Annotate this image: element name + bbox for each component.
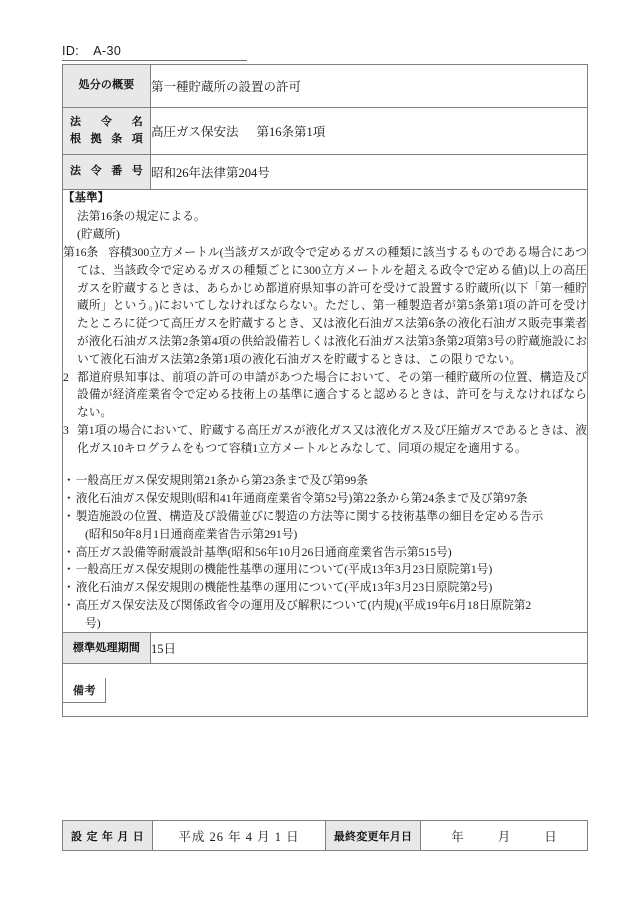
value-law-article: 第16条第1項 [256,125,326,139]
paragraph-3-number: 3 [63,423,69,437]
reference-text-continued: (昭和50年8月1日通商産業省告示第291号) [85,527,298,541]
document-id-value: A-30 [93,44,122,58]
list-item [63,508,587,544]
reference-text: 液化石油ガス保安規則(昭和41年通商産業省令第52号)第22条から第24条まで及び第97条 [75,492,528,506]
table-row-remarks [63,664,588,717]
paragraph-2-text: 都道府県知事は、前項の許可の申請があつた場合において、その第一種貯蔵所の位置、構造及び設備が経済産業省令で定める技術上の基準に適合すると認めるときは、許可を与えなければならない。 [77,370,587,420]
reference-text: 高圧ガス設備等耐震設計基準(昭和56年10月26日通商産業省告示第515号) [75,545,452,559]
value-summary: 第一種貯蔵所の設置の許可 [151,65,588,108]
value-law-number: 昭和26年法律第204号 [151,155,588,190]
table-row-summary [63,65,588,108]
document-id-label: ID: [62,44,80,58]
criteria-paragraph-3 [63,422,587,458]
list-item [63,579,587,597]
reference-text: 一般高圧ガス保安規則第21条から第23条まで及び第99条 [75,474,368,488]
table-row-dates [63,821,588,851]
remarks-cell [63,664,588,717]
established-date-text: 平成 26 年 4 月 1 日 [178,829,300,844]
label-law-name-line: 法令名 [70,115,143,128]
reference-list [63,472,587,632]
article-16-number: 第16条 [63,246,99,260]
article-16-body: 容積300立方メートル(当該ガスが政令で定めるガスの種類に該当するものである場合にあつては、当該政令で定めるガスの種類ごとに300立方メートルを超える政令で定める値)以上の高圧ガスを貯蔵するときは、あらかじめ都道府県知事の許可を受けて設置する貯蔵所(以下「第一種貯蔵所」という。)においてしなければならない。ただし、第一種製造者が第5条第1項の許可を受けたところに従つて高圧ガスを貯蔵するとき、又は液化石油ガス法第6条の液化石油ガス販売事業者が液化石油ガス法第2条第4項の供給設備若しくは液化石油ガス法第3条第2項第3号の貯蔵施設において液化石油ガス法第2条第1項の液化石油ガスを貯蔵するときは、この限りでない。 [77,246,587,366]
criteria-title: 【基準】 [63,192,109,204]
label-established-date-text: 設定年月日 [71,830,144,843]
list-item [63,472,587,490]
list-item [63,561,587,579]
label-last-modified-date: 最終変更年月日 [326,821,421,851]
value-law-basis [151,108,588,155]
last-modified-month-unit: 月 [497,829,511,844]
value-established-date [153,821,326,851]
document-id-header [62,44,247,61]
label-remarks: 備考 [63,678,106,703]
last-modified-day-unit: 日 [544,829,557,844]
last-modified-year-unit: 年 [451,829,464,844]
footer-date-table [62,820,588,851]
bullet-marker-icon: ・ [63,545,75,559]
criteria-spacer [63,457,587,472]
criteria-paragraph-2 [63,369,587,422]
label-law-number [63,155,151,190]
list-item [63,544,587,562]
bullet-marker-icon: ・ [63,509,75,523]
bullet-marker-icon: ・ [63,581,75,595]
paragraph-3-text: 第1項の場合において、貯蔵する高圧ガスが液化ガス又は液化ガス及び圧縮ガスであるときは、液化ガス10キログラムをもつて容積1立方メートルとみなして、同項の規定を適用する。 [77,423,587,455]
value-processing-period: 15日 [151,633,588,664]
disposition-table [62,64,588,717]
label-established-date [63,821,153,851]
reference-text: 液化石油ガス保安規則の機能性基準の運用について(平成13年3月23日原院第2号) [75,581,493,595]
table-row-law-basis [63,108,588,155]
table-row-processing-period [63,633,588,664]
bullet-marker-icon: ・ [63,474,75,488]
label-processing-period: 標準処理期間 [63,633,151,664]
criteria-article-16 [63,244,587,368]
criteria-section-heading: (貯蔵所) [77,228,120,242]
paragraph-2-number: 2 [63,370,69,384]
label-law-basis [63,108,151,155]
bullet-marker-icon: ・ [63,563,75,577]
reference-text: 一般高圧ガス保安規則の機能性基準の運用について(平成13年3月23日原院第1号) [75,563,493,577]
reference-text: 製造施設の位置、構造及び設備並びに製造の方法等に関する技術基準の細目を定める告示 [75,509,544,523]
list-item [63,597,587,633]
criteria-content [63,190,588,633]
bullet-marker-icon: ・ [63,492,75,506]
label-law-article-line: 根拠条項 [70,133,143,145]
reference-text-continued: 号) [85,616,101,630]
label-summary: 処分の概要 [63,65,151,108]
bullet-marker-icon: ・ [63,598,75,612]
criteria-intro: 法第16条の規定による。 [77,210,206,224]
reference-text: 高圧ガス保安法及び関係政省令の運用及び解釈について(内規)(平成19年6月18日原院第2 [75,598,532,612]
value-last-modified-date [421,821,588,851]
table-row-criteria [63,190,588,633]
list-item [63,490,587,508]
label-law-number-text: 法令番号 [70,165,143,178]
table-row-law-number [63,155,588,190]
value-law-name: 高圧ガス保安法 [151,125,239,139]
